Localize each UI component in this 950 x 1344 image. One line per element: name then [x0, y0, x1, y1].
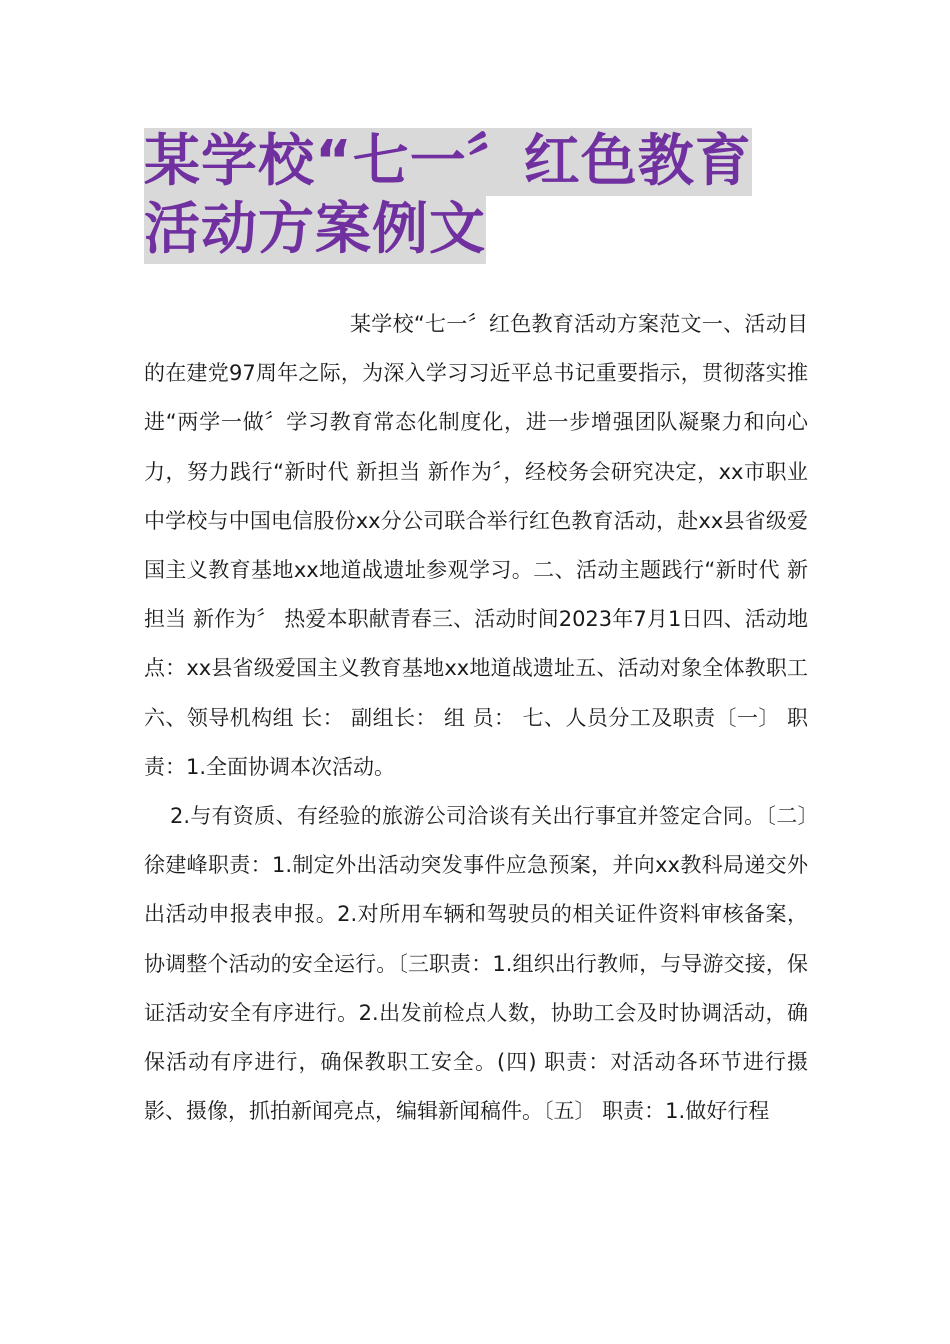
title-line-2: 活动方案例文 — [144, 197, 486, 262]
document-body — [144, 300, 808, 1136]
body-paragraph-1: 某学校“七一〞红色教育活动方案范文一、活动目的在建党97周年之际，为深入学习习近平总书记重要指示，贯彻落实推进“两学一做〞学习教育常态化制度化，进一步增强团队凝聚力和向心力，努力践行“新时代 新担当 新作为〞，经校务会研究决定，xx市职业中学校与中国电信股份xx分公司联合举行红色教育活动，赴xx县省级爱国主义教育基地xx地道战遗址参观学习。二、活动主题践行“新时代 新担当 新作为〞 热爱本职献青春三、活动时间2023年7月1日四、活动地点：xx县省级爱国主义教育基地xx地道战遗址五、活动对象全体教职工六、领导机构组 长： 副组长： 组 员： 七、人员分工及职责〔一〕 职责：1.全面协调本次活动。 — [144, 312, 808, 779]
body-paragraph-2: 2.与有资质、有经验的旅游公司洽谈有关出行事宜并签定合同。〔二〕徐建峰职责：1.制定外出活动突发事件应急预案，并向xx教科局递交外出活动申报表申报。2.对所用车辆和驾驶员的相关证件资料审核备案，协调整个活动的安全运行。〔三职责：1.组织出行教师，与导游交接，保证活动安全有序进行。2.出发前检点人数，协助工会及时协调活动，确保活动有序进行，确保教职工安全。(四) 职责：对活动各环节进行摄影、摄像，抓拍新闻亮点，编辑新闻稿件。〔五〕 职责：1.做好行程 — [144, 804, 808, 1124]
document-title — [144, 128, 814, 264]
title-line-1: 某学校“七一〞红色教育 — [144, 129, 752, 194]
